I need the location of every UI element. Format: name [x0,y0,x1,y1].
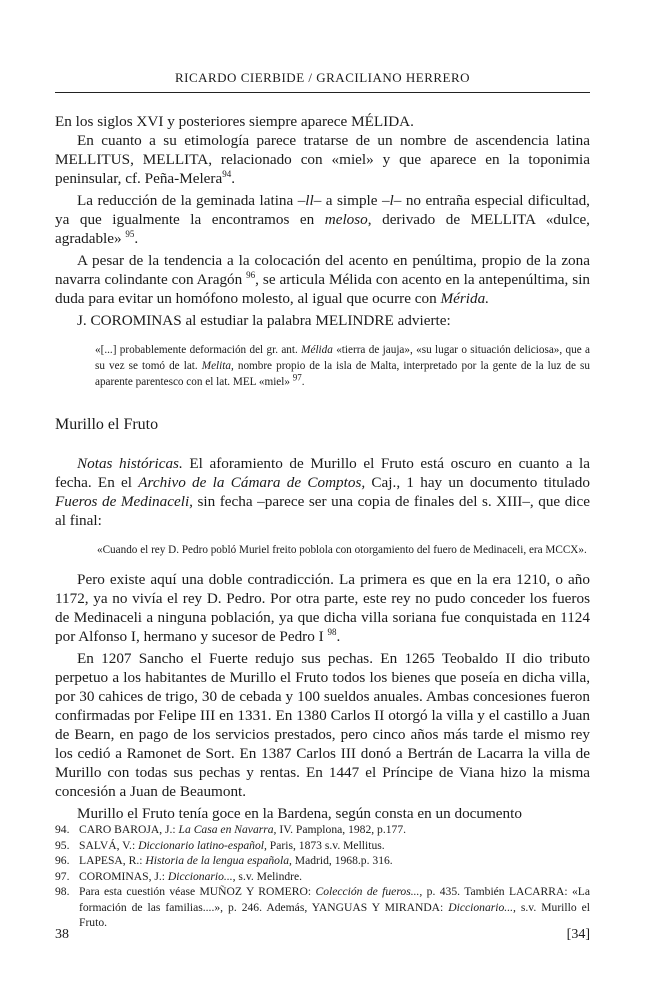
p5-text: J. COROMINAS al estudiar la palabra MELINDRE advierte: [77,312,451,329]
p1-text: En los siglos XVI y posteriores siempre aparece MÉLIDA. [55,113,414,130]
p7-text: Pero existe aquí una doble contradicción. La primera es que en la era 1210, o año 1172, ya no vivía el rey D. Pedro. Por otra parte, este rey no pudo conceder los fueros de Medinaceli a ninguna población, ya que dicha villa soriana fue conquistada en 1124 por Alfonso I, hermano y sucesor de Pedro I [55,571,590,645]
p3-text-g: , derivado de MELLITA «dulce, agradable» [55,211,590,247]
q1-text-c: «tierra de jauja», «su lugar o situación deliciosa», que a su vez se tomó de lat. [95,344,590,372]
footnote-number: 94. [55,823,70,836]
footnote-96 [55,853,590,869]
q2-text: «Cuando el rey D. Pedro pobló Muriel freito poblola con otorgamiento del fuero de Medinaceli, era MCCX». [97,544,587,556]
footnote-title: Diccionario..., [167,869,236,883]
footnote-ref-98: 98 [327,626,337,637]
footnote-author: SALVÁ, V.: [79,838,139,852]
footnote-ref-94: 94 [222,168,232,179]
footnote-detail: IV. Pamplona, 1982, p.177. [276,823,407,836]
footnote-number: 97. [55,869,70,883]
footnote-title: Historia de la lengua española, [145,854,292,867]
q1-text-e: nombre propio de la isla de Malta, interpretado por la gente de la luz de su aparente parentesco con el lat. MEL «miel» [95,360,591,388]
footnote-ref-96: 96 [246,269,256,280]
p6-text-c: Archivo de la Cámara de Comptos, [138,474,366,491]
p3-text-c: a simple [321,192,382,209]
bracket-page-number: [34] [566,927,590,942]
p8-text: En 1207 Sancho el Fuerte redujo sus pechas. En 1265 Teobaldo II dio tributo perpetuo a los habitantes de Murillo el Fruto todos los bienes que poseía en dicha villa, por 30 cahices de trigo, 30 de cebada y 100 sueldos anuales. Ambas concesiones fueron confirmadas por Felipe III en 1331. En 1380 Carlos II otorgó la villa y el castillo a Juan de Bearn, en pago de los servicios prestados, pero cinco años más tarde el mismo rey los cedió a Ramonet de Sort. En 1387 Carlos III donó a Bertrán de Lacarra la villa de Murillo con todas sus pechas y rentas. En 1447 el Príncipe de Viana hizo la misma concesión a Juan de Beaumont. [55,650,590,800]
paragraph-1 [55,112,590,131]
footnote-95 [55,838,590,854]
p3-text-b: –ll– [297,192,322,209]
footnote-detail: p. 435. También LACARRA: «La formación de las familias....», p. 246. Además, YANGUAS Y MIRANDA: [79,885,590,914]
footnote-title-2: Diccionario..., [448,900,516,914]
p3-text-a: La reducción de la geminada latina [77,192,298,209]
p6-text-b: El aforamiento de Murillo el Fruto está oscuro en cuanto a la fecha. En el [55,455,590,491]
footnotes [55,822,590,931]
page-number: 38 [55,927,69,942]
running-header: RICARDO CIERBIDE / GRACILIANO HERRERO [174,70,471,85]
p6-text-d: Caj., 1 hay un documento titulado [365,474,590,491]
footnote-97 [55,869,590,885]
p6-text-e: Fueros de Medinaceli, [55,493,193,510]
p4-text-b: , se articula Mélida con acento en la antepenúltima, sin duda para evitar un homófono molesto, al igual que ocurre con [55,271,591,307]
footnote-author: COROMINAS, J.: [79,869,168,883]
footnote-98 [55,884,590,931]
p9-text: Murillo el Fruto tenía goce en la Bardena, según consta en un documento [77,805,522,822]
main-text [55,112,590,823]
p4-text-c: Mérida. [440,290,489,307]
footnote-detail: Paris, 1873 s.v. Mellitus. [266,838,385,852]
p3-text-f: meloso [324,211,368,228]
block-quote-1: «[...] probablemente deformación del gr. ant. Mélida «tierra de jauja», «su lugar o situación deliciosa», que a su vez se tomó de lat. Melita, nombre propio de la isla de Malta, interpretado por la gente de la luz de su aparente parentesco con el lat. MEL «miel» $^{97}$. [95,344,591,388]
p6-text-f: sin fecha –parece ser una copia de finales del s. XIII–, que dice al final: [55,493,590,529]
footnote-detail: Madrid, 1968.p. 316. [291,854,393,867]
paragraph-7: Pero existe aquí una doble contradicción. La primera es que en la era 1210, o año 1172, ya no vivía el rey D. Pedro. Por otra parte, este rey no pudo conceder los fueros de Medinaceli a ninguna población, ya que dicha villa soriana fue conquistada en 1124 por Alfonso I, hermano y sucesor de Pedro I $^{98}$. [55,571,590,645]
footnote-94 [55,822,590,838]
paragraph-6 [55,454,590,530]
footnote-number: 98. [55,885,70,898]
q1-text-a: «[...] probablemente deformación del gr. ant. [95,344,302,356]
p3-text-e: no entraña especial dificultad, ya que igualmente la encontramos en [55,192,590,228]
footnote-number: 96. [55,854,70,867]
paragraph-8 [55,649,590,801]
p6-text-a: Notas históricas. [77,455,183,472]
section-title: Murillo el Fruto [55,416,159,433]
footnote-number: 95. [55,838,70,852]
footnote-detail-2: s.v. Murillo el Fruto. [79,900,590,929]
footnote-author: CARO BAROJA, J.: [79,823,179,836]
header-rule [55,92,590,93]
p4-text-a: A pesar de la tendencia a la colocación del acento en penúltima, propio de la zona navarra colindante con Aragón [55,252,590,288]
p2-text: En cuanto a su etimología parece tratarse de un nombre de ascendencia latina MELLITUS, MELLITA, relacionado con «miel» y que aparece en la toponimia peninsular, cf. Peña-Melera [55,132,590,187]
p3-text-d: –l– [381,192,402,209]
footnote-author: LAPESA, R.: [79,854,146,867]
q1-text-d: Melita, [201,360,234,372]
footnote-title: La Casa en Navarra, [178,823,277,836]
paragraph-5 [55,311,590,330]
paragraph-4 [55,251,590,308]
paragraph-2: En cuanto a su etimología parece tratarse de un nombre de ascendencia latina MELLITUS, MELLITA, relacionado con «miel» y que aparece en la toponimia peninsular, cf. Peña-Melera$^{94}$. [55,132,590,187]
paragraph-9 [55,804,590,823]
q1-text-b: Mélida [301,344,333,356]
block-quote-2 [75,542,590,558]
footnote-ref-95: 95 [125,228,135,239]
footnote-title: Colección de fueros..., [315,885,423,898]
footnote-detail: s.v. Melindre. [235,869,303,883]
footnote-ref-97: 97 [292,372,302,383]
paragraph-3: La reducción de la geminada latina –ll– a simple –l– no entraña especial dificultad, ya que igualmente la encontramos en meloso, derivado de MELLITA «dulce, agradable» $^{95}$. [55,192,590,247]
footnote-title: Diccionario latino-español, [138,838,267,852]
footnote-author: Para esta cuestión véase MUÑOZ Y ROMERO: [79,885,316,898]
